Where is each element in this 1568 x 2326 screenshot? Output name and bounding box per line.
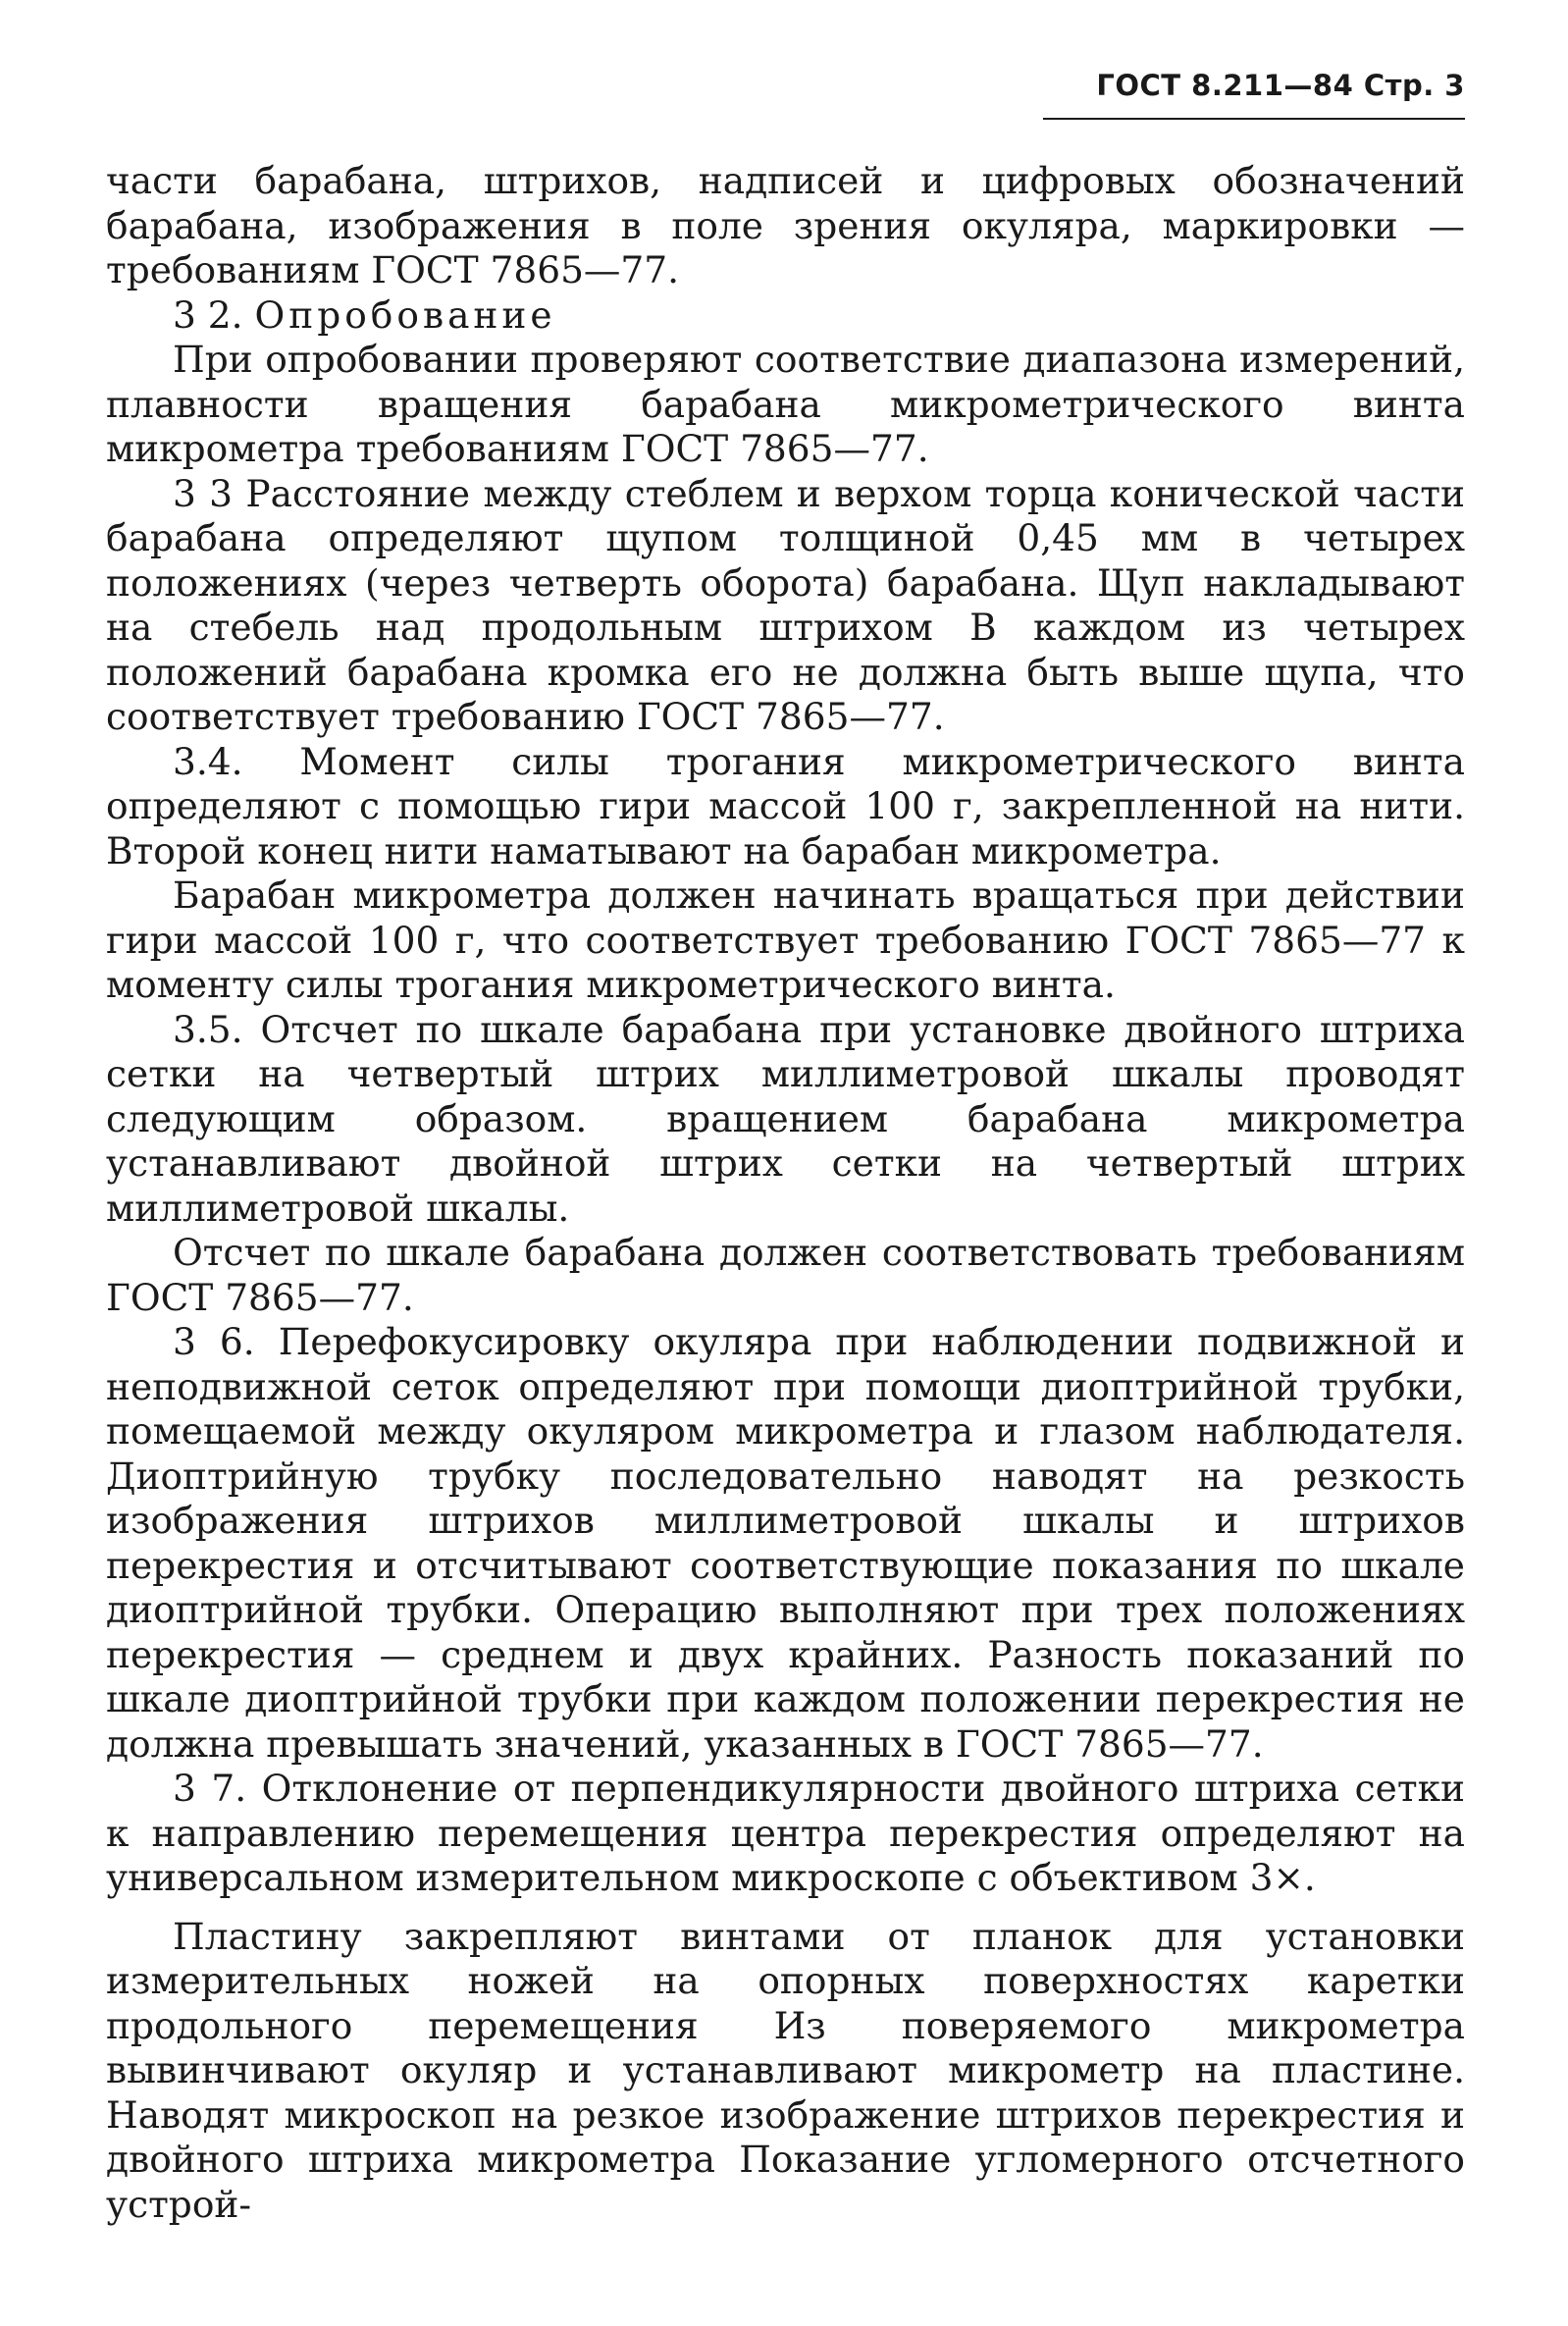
paragraph: 3 7. Отклонение от перпендикулярности двойного штриха сетки к направлению перемещения центра перекрестия определяют на универсальном измерительном микроскопе с объективом 3×. xyxy=(106,1767,1465,1899)
body-text xyxy=(106,159,1465,2227)
paragraph: 3 6. Перефокусировку окуляра при наблюдении подвижной и неподвижной сеток определяют при помощи диоптрийной трубки, помещаемой между окуляром микрометра и глазом наблюдателя. Диоптрийную трубку последовательно наводят на резкость изображения штрихов миллиметровой шкалы и штрихов перекрестия и отсчитывают соответствующие показания по шкале диоптрийной трубки. Операцию выполняют при трех положениях перекрестия — среднем и двух крайних. Разность показаний по шкале диоптрийной трубки при каждом положении перекрестия не должна превышать значений, указанных в ГОСТ 7865—77. xyxy=(106,1320,1465,1766)
section-title: Опробование xyxy=(254,292,556,337)
paragraph: 3.4. Момент силы трогания микрометрического винта определяют с помощью гири массой 100 г, закрепленной на нити. Второй конец нити наматывают на барабан микрометра. xyxy=(106,739,1465,872)
running-head: ГОСТ 8.211—84 Стр. 3 xyxy=(1096,69,1465,102)
paragraph: При опробовании проверяют соответствие диапазона измерений, плавности вращения барабана микрометрического винта микрометра требованиям ГОСТ 7865—77. xyxy=(106,338,1465,470)
paragraph: Отсчет по шкале барабана должен соответствовать требованиям ГОСТ 7865—77. xyxy=(106,1231,1465,1319)
section-heading xyxy=(106,293,1465,339)
header-rule xyxy=(1043,118,1465,120)
paragraph: 3.5. Отсчет по шкале барабана при установке двойного штриха сетки на четвертый штрих миллиметровой шкалы проводят следующим образом. вращением барабана микрометра устанавливают двойной штрих сетки на четвертый штрих миллиметровой шкалы. xyxy=(106,1007,1465,1230)
paragraph: Пластину закрепляют винтами от планок для установки измерительных ножей на опорных поверхностях каретки продольного перемещения Из поверяемого микрометра вывинчивают окуляр и устанавливают микрометр на пластине. Наводят микроскоп на резкое изображение штрихов перекрестия и двойного штриха микрометра Показание угломерного отсчетного устрой- xyxy=(106,1914,1465,2226)
paragraph: 3 3 Расстояние между стеблем и верхом торца конической части барабана определяют щупом толщиной 0,45 мм в четырех положениях (через четверть оборота) барабана. Щуп накладывают на стебель над продольным штрихом В каждом из четырех положений барабана кромка его не должна быть выше щупа, что соответствует требованию ГОСТ 7865—77. xyxy=(106,471,1465,738)
section-number: 3 2. xyxy=(173,292,243,337)
paragraph-continuation: части барабана, штрихов, надписей и цифровых обозначений барабана, изображения в поле зрения окуляра, маркировки — требованиям ГОСТ 7865—77. xyxy=(106,159,1465,291)
paragraph: Барабан микрометра должен начинать вращаться при действии гири массой 100 г, что соответствует требованию ГОСТ 7865—77 к моменту силы трогания микрометрического винта. xyxy=(106,873,1465,1006)
